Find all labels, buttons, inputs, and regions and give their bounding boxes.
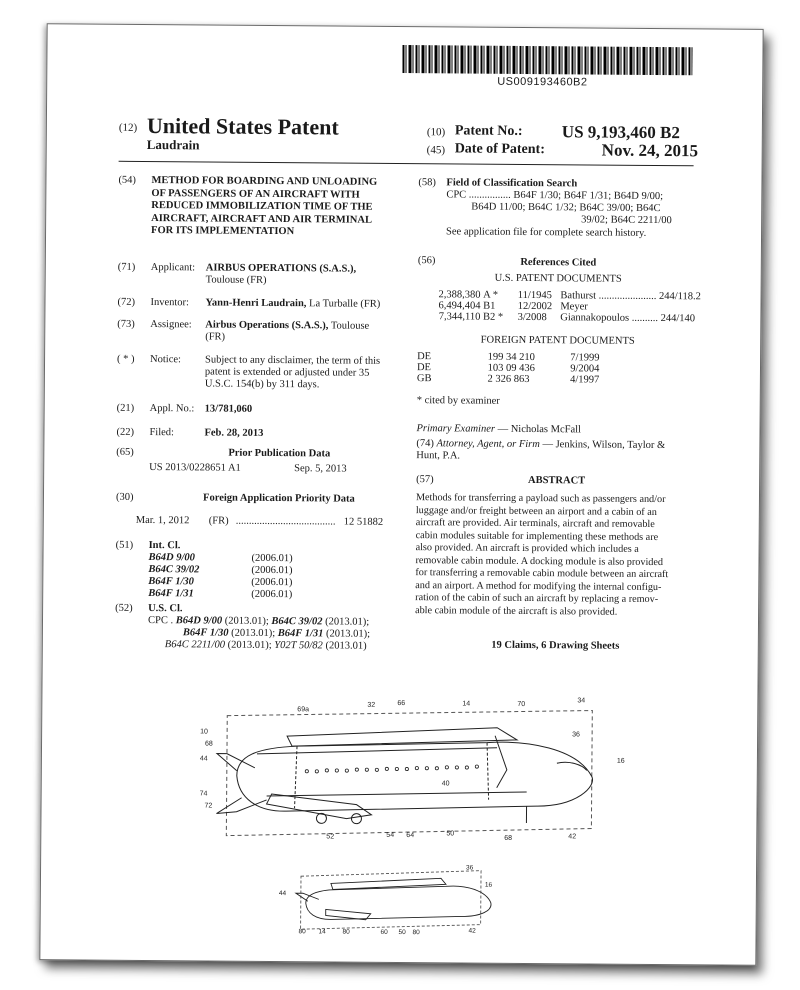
us-doc-dots: .......... [631,312,659,325]
abstract-line: aircraft are provided. Air terminals, aircraft and removable [415,517,655,530]
int-cl-code: B64F 1/31 [148,588,194,600]
us-doc-date: 3/2008 [517,311,547,324]
foreign-doc-date: 7/1999 [570,352,600,364]
cpc-prefix: CPC . [147,615,174,627]
figure-1-aircraft [196,685,627,848]
patent-date: Nov. 24, 2015 [601,140,699,161]
assignee-name: Airbus Operations (S.A.S.), [205,319,329,332]
abstract-line: luggage and/or freight between an airport and a cabin of an [415,504,657,518]
cpc-version: (2013.01); [326,628,371,640]
us-doc-class: 244/140 [660,313,696,325]
fig2-label: 80 [342,928,350,936]
cpc-code: B64C 2211/00 [164,639,226,651]
cpc-version: (2013.01); [325,616,370,628]
notice-line-1: Subject to any disclaimer, the term of this [205,354,381,367]
abstract-line: cabin modules suitable for implementing these methods are [415,529,659,543]
foreign-doc-number: 199 34 210 [487,351,535,364]
us-doc-dots: ...................... [598,290,657,302]
date-label: Date of Patent: [454,141,545,158]
abstract-line: also provided. An aircraft is provided which includes a [415,542,639,555]
foreign-doc-row [417,373,600,387]
code-72: (72) [117,296,136,308]
us-doc-date: 11/1945 [517,289,552,302]
cpc-code: Y02T 50/82 [274,640,323,652]
filed-date: Feb. 28, 2013 [204,427,264,439]
abstract-line: for transferring a removable cabin module between an aircraft [415,567,669,581]
foreign-doc-date: 4/1997 [570,374,600,386]
attorney-label: Attorney, Agent, or Firm [436,438,540,451]
int-cl-version: (2006.01) [251,576,293,589]
prior-pub-heading: Prior Publication Data [228,447,331,460]
int-cl-code: B64C 39/02 [148,564,200,576]
abstract-line: Methods for transferring a payload such as passengers and/or [415,492,666,506]
claims-count: 19 Claims, 6 Drawing Sheets [491,639,620,652]
fig2-label: 80 [412,929,420,937]
notice-line-2: patent is extended or adjusted under 35 [204,366,370,379]
foreign-doc-country: GB [416,373,432,385]
fig1-label: 70 [517,700,526,708]
us-doc-number: 6,494,404 [438,300,481,312]
attorney-line-2: Hunt, P.A. [416,450,461,462]
foreign-doc-date: 9/2004 [570,363,600,375]
abstract-line: ration of the cabin of such an aircraft by replacing a remov- [415,592,659,606]
us-doc-kind: A * [483,289,499,301]
fig1-label: 74 [199,790,208,798]
fig2-label: 44 [278,890,287,898]
fig2-label: 36 [466,864,474,872]
int-cl-version: (2006.01) [251,552,293,565]
filed-label: Filed: [149,427,175,439]
us-doc-name: Giannakopoulos [560,312,630,324]
patent-type: United States Patent [146,112,339,140]
assignee-country: (FR) [205,331,226,343]
see-application: See application file for complete search history. [446,226,647,239]
applicant-location: Toulouse (FR) [205,274,267,286]
fig1-label: 66 [397,699,406,708]
notice-line-3: U.S.C. 154(b) by 311 days. [204,378,320,391]
patent-no: US 9,193,460 B2 [561,122,681,143]
code-54: (54) [118,174,137,186]
prior-pub-no: US 2013/0228651 A1 [149,462,241,474]
fig1-label: 32 [367,701,376,709]
fig1-label: 64 [406,832,415,840]
us-doc-name: Meyer [560,301,588,313]
us-doc-row [430,311,695,326]
fig1-label: 72 [204,802,213,810]
fig2-label: 60 [380,928,388,936]
int-cl-heading: Int. Cl. [148,540,181,552]
attorney-line-1: — Jenkins, Wilson, Taylor & [542,439,666,452]
fig1-label: 68 [504,834,513,842]
assignee-location: Toulouse [330,320,370,332]
appl-no: 13/781,060 [204,403,253,415]
barcode-number: US009193460B2 [497,75,588,89]
fig1-label: 42 [568,833,577,841]
foreign-doc-number: 2 326 863 [487,373,530,386]
invention-title: METHOD FOR BOARDING AND UNLOADING OF PASSENGERS OF AN AIRCRAFT WITH REDUCED IMMOBILIZATION TIME OF THE AIRCRAFT, AIRCRAFT AND AIR TERMINAL FOR ITS IMPLEMENTATION [151,175,378,238]
fig1-label: 14 [462,700,471,708]
us-cl-heading: U.S. Cl. [148,603,183,615]
code-65: (65) [116,446,134,458]
field-cpc-line-2: B64D 11/00; B64C 1/32; B64C 39/00; B64C [471,201,661,215]
cpc-code: B64D 9/00 [175,615,223,627]
prio-dots: ...................................... [235,515,336,528]
cpc-code: B64C 39/02 [271,615,323,628]
abstract-line: able cabin module of the aircraft is also provided. [415,604,618,618]
fig1-label: 36 [572,731,580,739]
us-doc-kind: B1 [483,300,496,312]
code-73: (73) [117,318,135,330]
fig2-label: 16 [484,881,493,889]
prior-pub-date: Sep. 5, 2013 [294,463,347,475]
code-12: (12) [118,121,138,134]
applicant-label: Applicant: [150,262,196,274]
inventor-label: Inventor: [150,297,190,309]
us-docs-heading: U.S. PATENT DOCUMENTS [494,272,622,285]
prio-country: (FR) [208,515,229,527]
cpc-code: B64F 1/31 [277,628,324,640]
inventor-location: La Turballe (FR) [309,298,381,310]
fig1-label: 69a [297,706,310,714]
patent-page [39,23,763,966]
cpc-version: (2013.01) [325,640,367,652]
cited-by-examiner: * cited by examiner [416,395,500,407]
inventor-surname: Laudrain [146,136,200,153]
code-51: (51) [115,539,134,551]
int-cl-version: (2006.01) [251,588,293,601]
abstract-heading: ABSTRACT [527,474,586,487]
us-doc-number: 7,344,110 [438,311,481,323]
fig1-label: 52 [326,833,335,841]
fig1-label: 16 [616,757,625,765]
foreign-docs-heading: FOREIGN PATENT DOCUMENTS [480,334,635,347]
fig2-label: 14 [318,928,326,936]
patent-no-label: Patent No.: [454,123,523,139]
fig2-label: 42 [468,927,476,935]
examiner-label: Primary Examiner [416,423,496,435]
fig1-label: 68 [205,740,213,748]
code-58: (58) [418,177,436,189]
us-doc-kind: B2 * [482,311,504,323]
code-56: (56) [417,255,436,267]
notice-label: Notice: [150,354,182,366]
cpc-code: B64F 1/30 [182,627,229,639]
fig1-label: 34 [577,697,586,705]
int-cl-version: (2006.01) [251,564,293,577]
barcode [402,45,692,75]
us-doc-number: 2,388,380 [438,289,481,301]
foreign-doc-country: DE [417,351,432,363]
code-21: (21) [116,402,135,414]
applicant-name: AIRBUS OPERATIONS (S.A.S.), [205,262,357,275]
code-10: (10) [426,126,446,139]
code-52: (52) [115,602,133,614]
foreign-doc-country: DE [416,362,432,374]
us-doc-name: Bathurst [560,290,597,302]
figure-2-aircraft [271,861,502,938]
field-heading: Field of Classification Search [446,177,578,190]
assignee-label: Assignee: [150,319,192,331]
appl-label: Appl. No.: [149,403,195,415]
fig1-label: 40 [441,780,450,788]
cpc-version: (2013.01); [227,639,272,651]
fig1-label: 54 [386,831,395,839]
header-rule [119,161,694,167]
abstract-line: and an airport. A method for modifying the internal configu- [415,579,662,593]
code-57: (57) [416,474,434,486]
prio-no: 12 51882 [343,516,384,528]
fig1-label: 10 [200,728,208,736]
code-30: (30) [115,491,134,503]
field-cpc-line-1: CPC ................ B64F 1/30; B64F 1/31; B64D 9/00; [446,189,664,203]
cpc-version: (2013.01); [231,627,276,640]
inventor-name: Yann-Henri Laudrain, [205,297,307,310]
abstract-line: removable cabin module. A docking module is also provided [415,554,664,568]
code-71: (71) [117,261,136,273]
references-heading: References Cited [520,256,597,269]
fig2-label: 80 [298,928,306,936]
abstract-text [415,492,691,619]
code-45: (45) [426,144,446,157]
code-22: (22) [116,426,135,438]
us-doc-class: 244/118.2 [658,291,701,303]
cpc-version: (2013.01); [224,615,269,627]
foreign-prio-heading: Foreign Application Priority Data [203,492,355,505]
fig2-label: 50 [398,928,406,937]
examiner-name: — Nicholas McFall [497,423,582,436]
fig1-label: 44 [199,755,208,763]
field-cpc-line-3: 39/02; B64C 2211/00 [581,214,672,227]
int-cl-code: B64F 1/30 [148,576,194,588]
prio-date: Mar. 1, 2012 [135,514,190,527]
code-notice: ( * ) [117,353,135,365]
foreign-doc-number: 103 09 436 [487,362,535,375]
code-74: (74) [416,438,434,450]
int-cl-code: B64D 9/00 [148,552,195,564]
us-doc-date: 12/2002 [517,300,553,313]
fig1-label: 50 [446,830,455,838]
